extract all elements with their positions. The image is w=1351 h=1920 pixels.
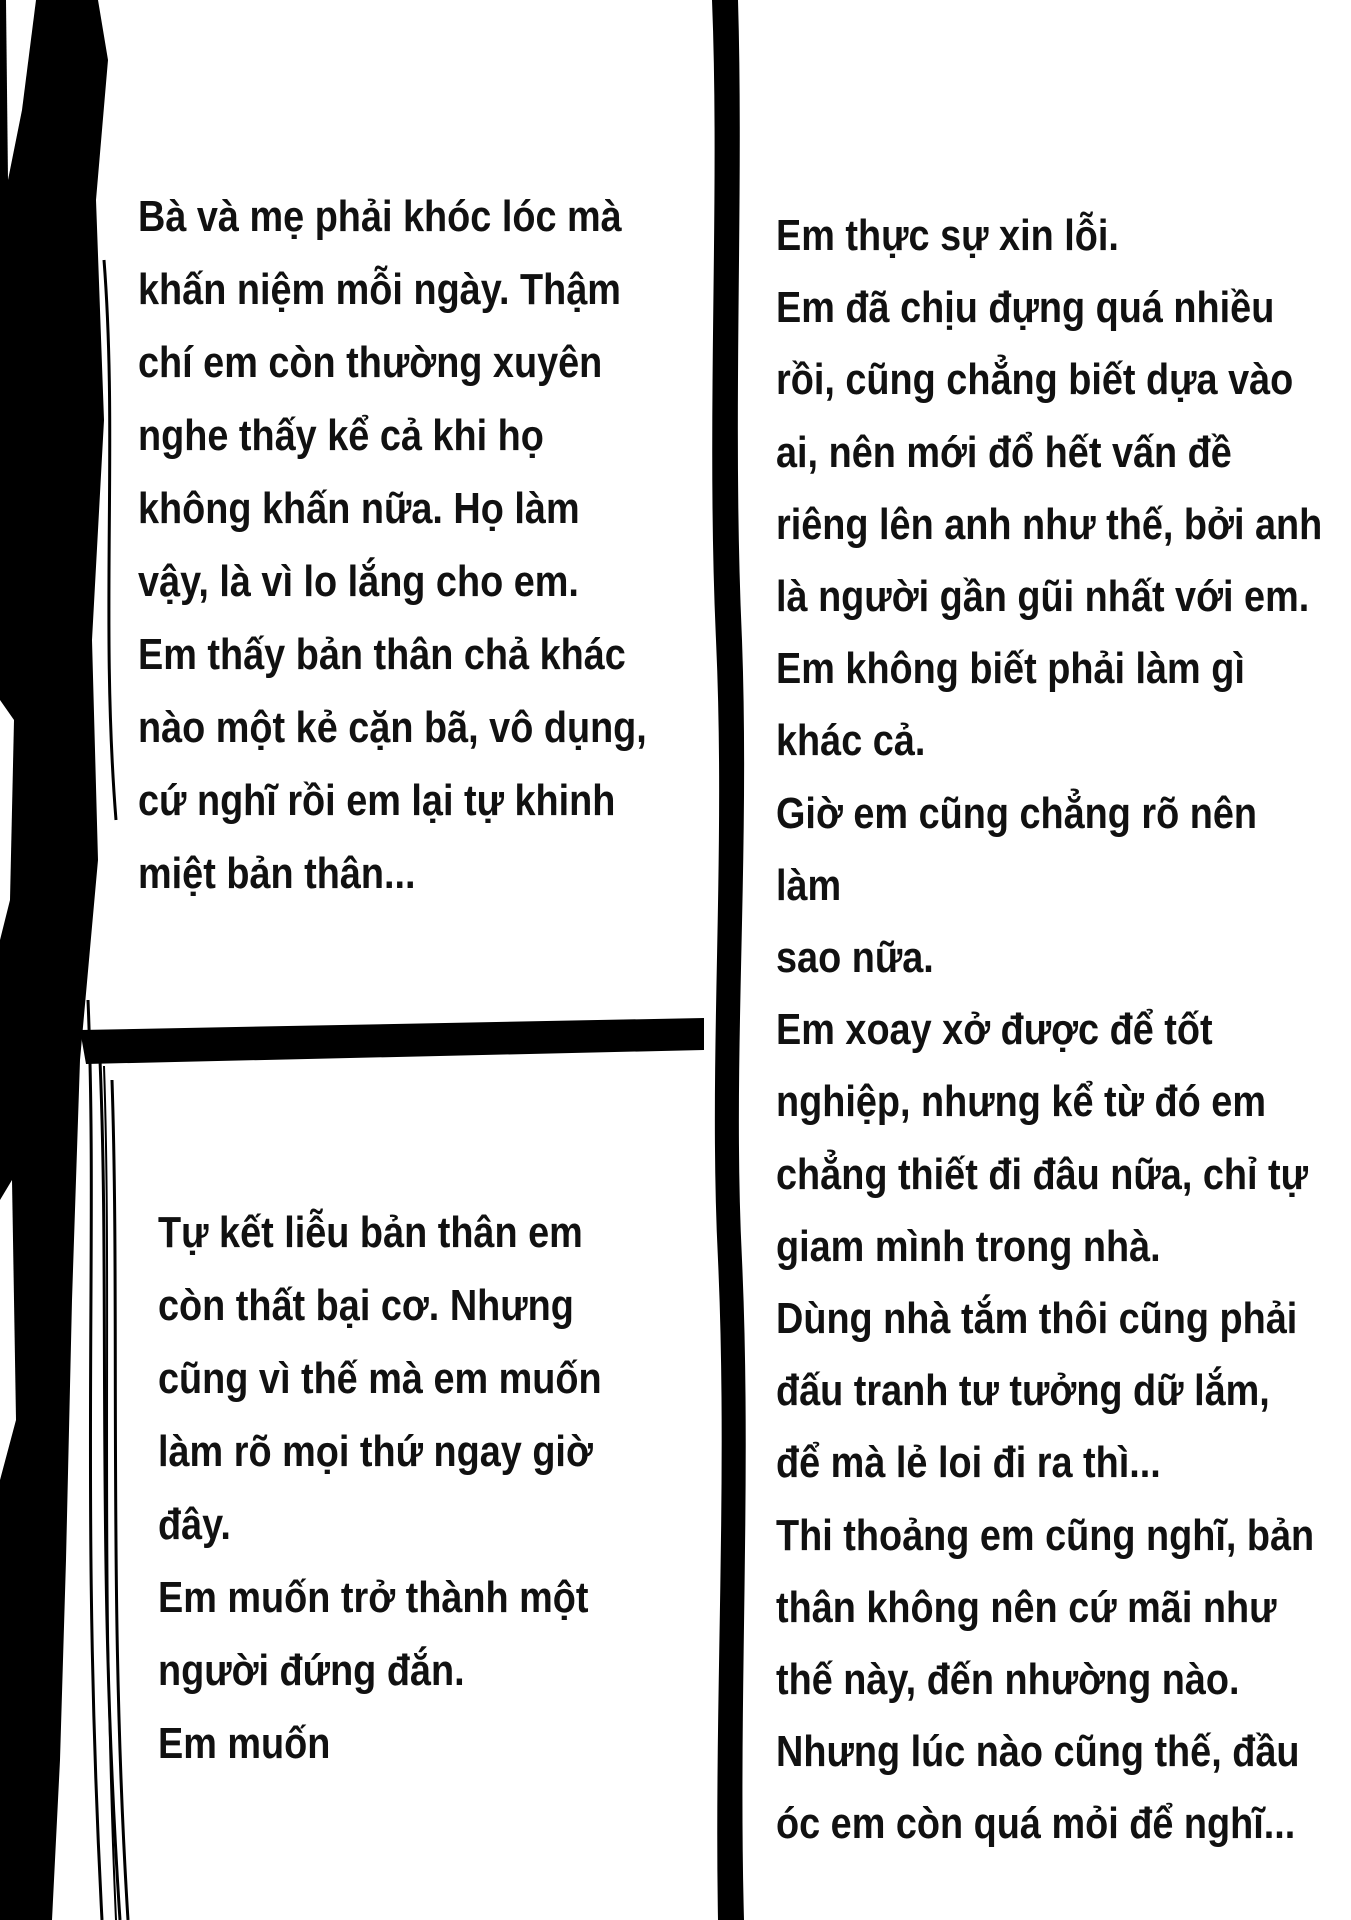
vertical-panel-divider — [712, 0, 746, 1920]
speech-text-top-left: Bà và mẹ phải khóc lóc mà khấn niệm mỗi ngày. Thậm chí em còn thường xuyên nghe thấy kể cả khi họ không khấn nữa. Họ làm vậy, là vì lo lắng cho em. Em thấy bản thân chả khác nào một kẻ cặn bã, vô dụng, cứ nghĩ rồi em lại tự khinh miệt bản thân... — [138, 192, 647, 898]
speech-text-bottom-left: Tự kết liễu bản thân em còn thất bại cơ. Nhưng cũng vì thế mà em muốn làm rõ mọi thứ ngay giờ đây. Em muốn trở thành một người đứng đắn. Em muốn — [158, 1208, 602, 1768]
horizontal-panel-band — [80, 1018, 704, 1064]
speech-text-right: Em thực sự xin lỗi. Em đã chịu đựng quá nhiều rồi, cũng chẳng biết dựa vào ai, nên mới đổ hết vấn đề riêng lên anh như thế, bởi anh là người gần gũi nhất với em. Em không biết phải làm gì khác cả. Giờ em cũng chẳng rõ nên làm sao nữa. Em xoay xở được để tốt nghiệp, nhưng kể từ đó em chẳng thiết đi đâu nữa, chỉ tự giam mình trong nhà. Dùng nhà tắm thôi cũng phải đấu tranh tư tưởng dữ lắm, để mà lẻ loi đi ra thì... Thi thoảng em cũng nghĩ, bản thân không nên cứ mãi như thế này, đến nhường nào. Nhưng lúc nào cũng thế, đầu óc em còn quá mỏi để nghĩ... — [776, 211, 1323, 1849]
